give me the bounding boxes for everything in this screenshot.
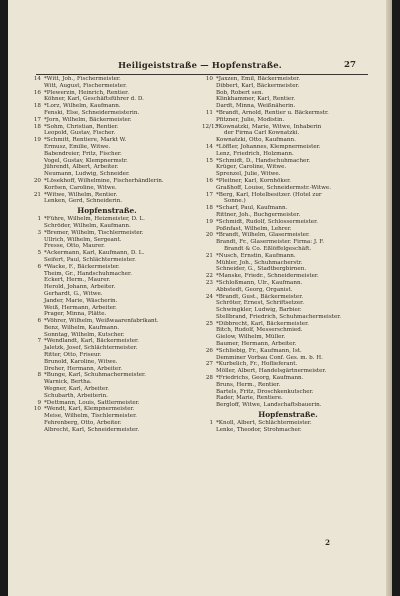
resident-text: Theim, Gr., Handschuhmacher. bbox=[44, 270, 132, 277]
resident-text: Dreher, Hermann, Arbeiter. bbox=[44, 365, 123, 372]
left-column bbox=[30, 76, 184, 434]
house-number: 7 bbox=[37, 338, 41, 345]
house-number: 14 bbox=[33, 76, 41, 82]
resident-text: Babendreier, Fritz, Fischer. bbox=[44, 150, 122, 157]
address-entry bbox=[30, 338, 184, 345]
address-entry bbox=[30, 103, 184, 110]
house-number: 18 bbox=[205, 205, 213, 212]
resident-text: *Schmitt, Rentiere, Markt W. bbox=[44, 137, 127, 144]
header-rule bbox=[36, 74, 368, 75]
house-number: 10 bbox=[205, 76, 213, 82]
resident-text: *Pleitner, Karl, Kornhöker. bbox=[216, 177, 291, 184]
address-entry-line bbox=[202, 334, 374, 341]
address-entry-line bbox=[30, 420, 184, 427]
resident-text: Brandt, Fr., Glasermeister. Firma: J. F. bbox=[216, 239, 325, 246]
resident-text: *Jorn, Wilhelm, Bäckermeister. bbox=[44, 116, 132, 123]
address-entry-line bbox=[202, 355, 374, 362]
resident-text: Dibbert, Karl, Bäckermeister. bbox=[216, 82, 300, 89]
house-number: 19 bbox=[33, 137, 41, 144]
address-entry-line bbox=[202, 389, 374, 396]
resident-text: *Schmidt, D., Handschuhmacher. bbox=[216, 157, 311, 164]
address-entry-line bbox=[202, 137, 374, 144]
house-number: 22 bbox=[205, 273, 213, 280]
address-entry-line bbox=[30, 171, 184, 178]
address-entry-line bbox=[30, 151, 184, 158]
resident-text: Graßhoff, Louise, Schneidermstr.-Witwe. bbox=[216, 184, 331, 191]
resident-text: Brandt & Co. Eßlöffelgeschäft. bbox=[224, 245, 312, 252]
resident-text: Fenski, Else, Schneidermeisterin. bbox=[44, 109, 140, 116]
resident-text: *Dibbrecht, Karl, Bäckermeister. bbox=[216, 320, 309, 327]
address-entry bbox=[202, 361, 374, 368]
address-entry-line bbox=[30, 366, 184, 373]
address-entry bbox=[202, 321, 374, 328]
house-number: 17 bbox=[33, 116, 41, 123]
resident-text: Albrecht, Karl, Schneidermeister. bbox=[44, 426, 139, 433]
address-entry-line bbox=[30, 198, 184, 205]
page-header bbox=[8, 60, 392, 72]
resident-text: *Wacke, F., Bäckermeister. bbox=[44, 263, 120, 270]
resident-text: Rader, Marie, Rentiere. bbox=[216, 395, 283, 402]
resident-text: Schröter, Ernest, Schriftsetzer. bbox=[216, 300, 304, 307]
resident-text: Neumann, Ludwig, Schneider. bbox=[44, 171, 130, 178]
resident-text: *Manske, Friedr., Schneidermeister. bbox=[216, 273, 319, 280]
resident-text: Sonntag, Wilhelm, Kutscher. bbox=[44, 331, 125, 338]
resident-text: Dardt, Minna, Weißnäherin. bbox=[216, 103, 296, 110]
house-number: 18 bbox=[33, 103, 41, 110]
address-entry bbox=[30, 406, 184, 413]
address-entry-line bbox=[202, 185, 374, 192]
resident-text: Köhner, Karl, Geschäftsführer d. D. bbox=[44, 96, 144, 103]
address-entry bbox=[30, 117, 184, 124]
house-number: 21 bbox=[205, 252, 213, 259]
address-entry-line bbox=[202, 266, 374, 273]
book-page bbox=[8, 0, 392, 596]
resident-text: Schwingkler, Ludwig, Barbier. bbox=[216, 307, 302, 314]
resident-text: Jander, Marie, Wäscherin. bbox=[44, 297, 118, 304]
address-entry bbox=[202, 280, 374, 287]
resident-text: Korfsen, Caroline, Witwe. bbox=[44, 184, 117, 191]
address-entry-line bbox=[202, 103, 374, 110]
address-entry-line bbox=[30, 325, 184, 332]
resident-text: Bob, Robert sen. bbox=[216, 89, 264, 96]
address-entry-line bbox=[202, 226, 374, 233]
house-number: 3 bbox=[37, 229, 41, 236]
resident-text: Bitch, Rudolf, Messerschmied. bbox=[216, 327, 303, 334]
address-entry-line bbox=[202, 368, 374, 375]
resident-text: Baumer, Hermann, Arbeiter. bbox=[216, 341, 297, 348]
address-entry-line bbox=[202, 171, 374, 178]
resident-text: *Kownatzki, Marie, Witwe, Inhaberin bbox=[216, 123, 322, 130]
address-entry bbox=[30, 137, 184, 144]
address-entry-line bbox=[30, 413, 184, 420]
address-entry-line bbox=[202, 300, 374, 307]
running-title: Heiligeiststraße — Hopfenstraße. bbox=[118, 60, 282, 70]
address-entry-line bbox=[30, 223, 184, 230]
address-entry-line bbox=[30, 271, 184, 278]
address-entry-line bbox=[30, 243, 184, 250]
resident-text: *Brandt, Arnold, Rentier u. Bäckermstr. bbox=[216, 109, 329, 116]
resident-text: Bartels, Fritz, Droschkenkutscher. bbox=[216, 388, 314, 395]
house-number: 18 bbox=[33, 123, 41, 130]
address-entry-line bbox=[202, 260, 374, 267]
address-entry-line bbox=[202, 83, 374, 90]
signature-mark: 2 bbox=[325, 538, 330, 547]
address-entry-line bbox=[202, 327, 374, 334]
resident-text: Lenz, Friedrich, Holzmann. bbox=[216, 150, 294, 157]
right-column bbox=[202, 76, 374, 434]
resident-text: Warnick, Bertha. bbox=[44, 379, 92, 386]
resident-text: Kownatzki, Otto, Kaufmann. bbox=[216, 137, 296, 144]
resident-text: Weiß, Hermann, Arbeiter. bbox=[44, 304, 117, 311]
address-entry-line bbox=[30, 332, 184, 339]
resident-text: Fresse, Otto, Maurer. bbox=[44, 243, 105, 250]
resident-text: Demminer Vorbau Conf. Ges. m. b. H. bbox=[216, 354, 323, 361]
resident-text: Pfitzner, Julie, Modistin. bbox=[216, 116, 285, 123]
address-entry-line bbox=[30, 352, 184, 359]
address-entry-line bbox=[30, 305, 184, 312]
resident-text: *Dettmann, Louis, Sattlermeister. bbox=[44, 399, 140, 406]
address-entry-line bbox=[30, 386, 184, 393]
house-number: 24 bbox=[205, 293, 213, 300]
address-entry bbox=[202, 178, 374, 185]
resident-text: *Nusch, Ernstin, Kaufmann. bbox=[216, 252, 296, 259]
address-entry-line bbox=[30, 284, 184, 291]
address-entry-line bbox=[30, 291, 184, 298]
house-number: 11 bbox=[205, 109, 213, 116]
address-entry bbox=[30, 216, 184, 223]
address-entry-line bbox=[30, 144, 184, 151]
resident-text: *Brandt, Gust., Bäckermeister. bbox=[216, 293, 304, 300]
address-entry-line bbox=[202, 402, 374, 409]
house-number: 12/13 bbox=[202, 123, 219, 130]
resident-text: Jaletzk, Josef, Schlächtermeister. bbox=[44, 345, 138, 352]
address-entry-line bbox=[30, 96, 184, 103]
address-entry-line bbox=[202, 198, 374, 205]
resident-text: *Bunge, Karl, Schuhmachermeister. bbox=[44, 372, 146, 379]
house-number: 8 bbox=[37, 372, 41, 379]
address-entry-line bbox=[30, 393, 184, 400]
address-entry-line bbox=[30, 277, 184, 284]
resident-text: *Plewerzin, Heinrich, Rentier. bbox=[44, 89, 129, 96]
address-entry-line bbox=[202, 314, 374, 321]
address-entry bbox=[202, 420, 374, 427]
section-heading: Hopfenstraße. bbox=[77, 206, 137, 216]
house-number: 10 bbox=[33, 406, 41, 413]
house-number: 17 bbox=[205, 191, 213, 198]
address-entry bbox=[202, 158, 374, 165]
resident-text: Seifert, Paul, Schlächtermeister. bbox=[44, 256, 136, 263]
resident-text: der Firma Carl Kownatzki. bbox=[224, 130, 300, 137]
resident-text: *Führe, Wilhelm, Heizmeister, D. L. bbox=[44, 216, 145, 223]
address-entry-line bbox=[30, 311, 184, 318]
section-heading: Hopfenstraße. bbox=[258, 410, 318, 420]
resident-text: Abbstedt, Georg, Organist. bbox=[216, 286, 293, 293]
address-entry-line bbox=[202, 246, 374, 253]
address-entry bbox=[202, 253, 374, 260]
resident-text: Mühler, Joh., Schuhmacherstr. bbox=[216, 259, 303, 266]
resident-text: *Wendlandt, Karl, Bäckermeister. bbox=[44, 338, 139, 345]
resident-text: Sonne.) bbox=[224, 198, 246, 205]
resident-text: *Scharf, Paul, Kaufmann. bbox=[216, 205, 288, 212]
address-entry-line bbox=[30, 359, 184, 366]
address-entry-line bbox=[30, 379, 184, 386]
house-number: 27 bbox=[205, 361, 213, 368]
address-entry bbox=[202, 76, 374, 83]
resident-text: Stellbrand, Friedrich, Schuhmachermeister. bbox=[216, 313, 342, 320]
resident-text: *Schloßmann, Ulr., Kaufmann. bbox=[216, 279, 303, 286]
resident-text: *Vöhrer, Wilhelm, Weißwaarenfabrikant. bbox=[44, 318, 159, 325]
resident-text: Vogel, Gustav, Klempnermstr. bbox=[44, 157, 128, 164]
resident-text: *Löffler, Johannes, Klempnermeister. bbox=[216, 143, 321, 150]
address-entry-line bbox=[30, 257, 184, 264]
resident-text: Leopold, Gustav, Fischer. bbox=[44, 130, 116, 137]
address-entry-line bbox=[30, 185, 184, 192]
address-entry bbox=[30, 90, 184, 97]
address-entry-line bbox=[202, 307, 374, 314]
address-entry bbox=[30, 178, 184, 185]
address-entry bbox=[30, 124, 184, 131]
house-number: 20 bbox=[205, 232, 213, 239]
house-number: 21 bbox=[33, 191, 41, 198]
address-entry bbox=[30, 76, 184, 83]
house-number: 9 bbox=[37, 399, 41, 406]
address-entry-line bbox=[30, 427, 184, 434]
resident-text: Ermusz, Emilie, Witwe. bbox=[44, 143, 111, 150]
house-number: 14 bbox=[205, 143, 213, 150]
resident-text: Ullrich, Wilhelm, Sergeant. bbox=[44, 236, 122, 243]
address-entry-line bbox=[30, 110, 184, 117]
resident-text: Lenke, Theodor, Strohmacher. bbox=[216, 426, 302, 433]
resident-text: *Lorz, Wilhelm, Kaufmann. bbox=[44, 103, 121, 110]
resident-text: Lenken, Gerd, Schneiderin. bbox=[44, 198, 123, 205]
address-entry bbox=[30, 230, 184, 237]
house-number: 23 bbox=[205, 279, 213, 286]
address-entry bbox=[202, 144, 374, 151]
address-entry bbox=[202, 110, 374, 117]
house-number: 6 bbox=[37, 318, 41, 325]
address-entry bbox=[30, 264, 184, 271]
resident-text: Witt, August, Fischermeister. bbox=[44, 82, 127, 89]
house-number: 25 bbox=[205, 320, 213, 327]
address-entry-line bbox=[30, 158, 184, 165]
resident-text: Möller, Albert, Handelsgärtnermeister. bbox=[216, 368, 327, 375]
address-entry-line bbox=[30, 345, 184, 352]
address-entry-line bbox=[202, 239, 374, 246]
resident-text: *Brandt, Wilhelm, Glasermeister. bbox=[216, 232, 310, 239]
address-entry-line bbox=[202, 96, 374, 103]
house-number: 16 bbox=[205, 177, 213, 184]
resident-text: *Ackermann, Karl, Kaufmann, D. L. bbox=[44, 250, 145, 257]
address-entry bbox=[30, 250, 184, 257]
resident-text: Schröder, Wilhelm, Kaufmann. bbox=[44, 222, 131, 229]
address-entry-line bbox=[202, 287, 374, 294]
address-entry bbox=[30, 192, 184, 199]
resident-text: Schubarth, Arbeiterin. bbox=[44, 392, 108, 399]
address-entry-line bbox=[202, 341, 374, 348]
address-entry-line bbox=[202, 130, 374, 137]
resident-text: Herold, Johann, Arbeiter. bbox=[44, 284, 116, 291]
address-entry bbox=[202, 375, 374, 382]
address-entry bbox=[202, 219, 374, 226]
resident-text: *Bremer, Wilhelm, Tischlermeister. bbox=[44, 229, 144, 236]
resident-text: Bergloff, Witwe, Landschaftsbauerin. bbox=[216, 402, 322, 409]
house-number: 19 bbox=[205, 218, 213, 225]
resident-text: Fehrenberg, Otto, Arbeiter. bbox=[44, 420, 122, 427]
address-entry-line bbox=[202, 212, 374, 219]
resident-text: Gielow, Wilhelm, Müller. bbox=[216, 334, 286, 341]
address-entry bbox=[202, 124, 374, 131]
address-entry bbox=[30, 318, 184, 325]
house-number: 5 bbox=[37, 250, 41, 257]
address-entry-line bbox=[202, 427, 374, 434]
address-entry-line bbox=[202, 117, 374, 124]
resident-text: *Wendt, Karl, Klempnermeister. bbox=[44, 406, 135, 413]
resident-text: *Kurbelich, Fr., Hoflieferant. bbox=[216, 361, 298, 368]
resident-text: Krüger, Caroline, Witwe. bbox=[216, 164, 287, 171]
house-number: 28 bbox=[205, 375, 213, 382]
address-entry-line bbox=[202, 164, 374, 171]
resident-text: Sprenzel, Julie, Witwe. bbox=[216, 171, 281, 178]
house-number: 1 bbox=[37, 216, 41, 223]
resident-text: Schneider, G., Stadtbergbirnen. bbox=[216, 266, 307, 273]
address-entry bbox=[30, 400, 184, 407]
resident-text: Eckert, Herm., Maurer. bbox=[44, 277, 111, 284]
address-entry bbox=[202, 205, 374, 212]
resident-text: *Lösekhoff, Wilhelmine, Fischerhändlerin. bbox=[44, 177, 164, 184]
address-entry-line bbox=[30, 83, 184, 90]
house-number: 15 bbox=[205, 157, 213, 164]
house-number: 1 bbox=[209, 420, 213, 427]
resident-text: Rittner, Joh., Buchgermeister. bbox=[216, 211, 301, 218]
resident-text: *Jaxzen, Emil, Bäckermeister. bbox=[216, 76, 301, 82]
address-entry bbox=[30, 372, 184, 379]
resident-text: *Schmidt, Rudolf, Schlossermeister. bbox=[216, 218, 318, 225]
address-entry bbox=[202, 192, 374, 199]
page-number: 27 bbox=[344, 60, 356, 70]
address-entry-line bbox=[30, 237, 184, 244]
address-entry-line bbox=[30, 298, 184, 305]
resident-text: *Sohm, Christian, Rentier. bbox=[44, 123, 119, 130]
address-entry-line bbox=[202, 382, 374, 389]
house-number: 16 bbox=[33, 89, 41, 96]
resident-text: Klinkhammer, Karl, Rentier. bbox=[216, 96, 296, 103]
resident-text: Meise, Wilhelm, Tischlermeister. bbox=[44, 413, 137, 420]
house-number: 20 bbox=[33, 177, 41, 184]
address-entry bbox=[202, 232, 374, 239]
address-entry-line bbox=[202, 395, 374, 402]
address-entry bbox=[202, 294, 374, 301]
resident-text: Gerhardt, G., Witwe. bbox=[44, 290, 103, 297]
address-entry bbox=[202, 273, 374, 280]
resident-text: Bruns, Herm., Rentier. bbox=[216, 381, 281, 388]
resident-text: *Witwe, Wilhelm, Rentier. bbox=[44, 191, 118, 198]
page-spine-shadow bbox=[386, 0, 392, 596]
resident-text: *Knoll, Albert, Schlächtermeister. bbox=[216, 420, 312, 427]
address-entry bbox=[202, 348, 374, 355]
resident-text: Prager, Minna, Plätte. bbox=[44, 311, 107, 318]
resident-text: Ritter, Otto, Friseur. bbox=[44, 352, 102, 359]
resident-text: Poßnfast, Wilhelm, Lehrer. bbox=[216, 225, 292, 232]
address-entry-line bbox=[30, 130, 184, 137]
address-entry-line bbox=[202, 90, 374, 97]
resident-text: Benz, Wilhelm, Kaufmann. bbox=[44, 324, 120, 331]
house-number: 26 bbox=[205, 347, 213, 354]
resident-text: *Schliebig, Fr., Kaufmann, Ist. bbox=[216, 347, 302, 354]
house-number: 6 bbox=[37, 263, 41, 270]
address-entry-line bbox=[202, 151, 374, 158]
resident-text: *Friedrichs, Georg, Kaufmann. bbox=[216, 375, 304, 382]
address-entry-line bbox=[30, 164, 184, 171]
resident-text: *Berg, Karl, Hotelbesitzer. (Hotel zur bbox=[216, 191, 322, 198]
resident-text: *Witt, Joh., Fischermeister. bbox=[44, 76, 121, 82]
resident-text: Wegner, Karl, Arbeiter. bbox=[44, 386, 110, 393]
resident-text: Jührendt, Albert, Arbeiter. bbox=[44, 164, 119, 171]
resident-text: Brunold, Karoline, Witwe. bbox=[44, 358, 118, 365]
